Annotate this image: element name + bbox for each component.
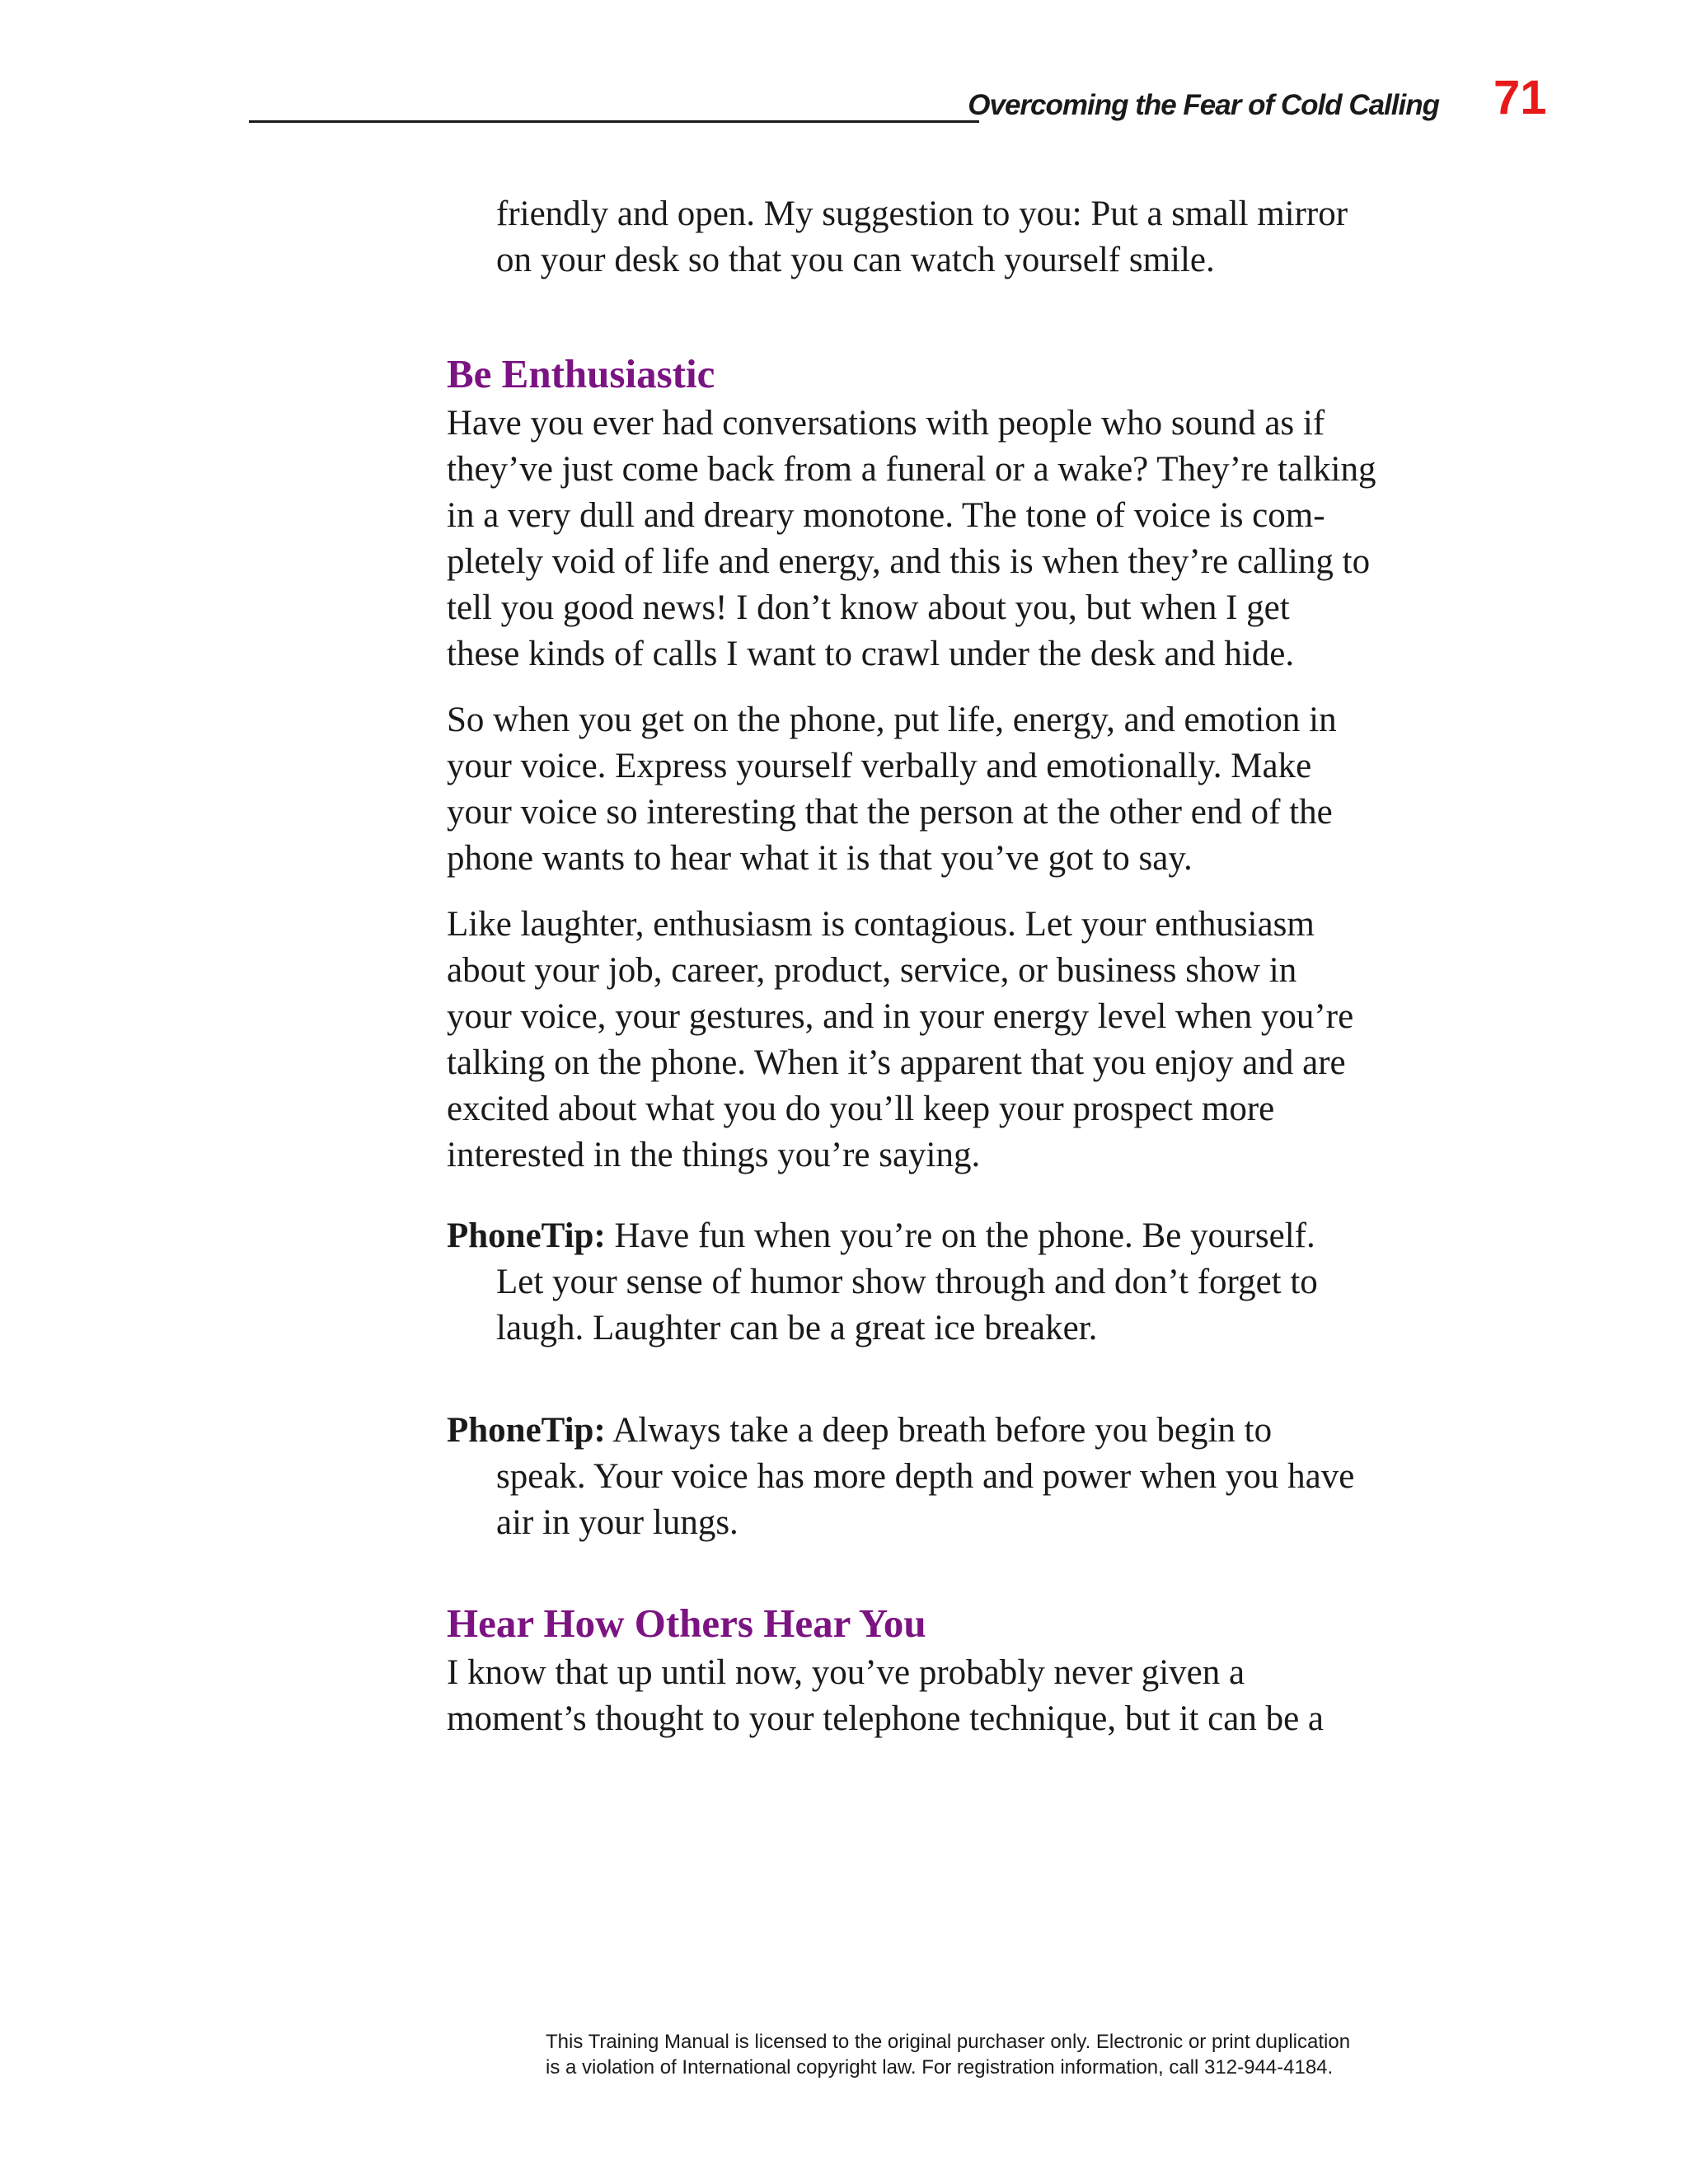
- text-line: friendly and open. My suggestion to you: Put a small mirror: [496, 194, 1348, 233]
- text-line: your voice. Express yourself verbally and emotionally. Make: [447, 747, 1312, 785]
- text-line: [447, 1408, 1452, 1454]
- section-heading-hear-how-others-hear-you: Hear How Others Hear You: [447, 1601, 926, 1646]
- text-line: So when you get on the phone, put life, energy, and emotion in: [447, 701, 1337, 739]
- phone-tip-text: Always take a deep breath before you begin to: [605, 1411, 1273, 1450]
- phone-tip-label: PhoneTip:: [447, 1411, 606, 1450]
- phone-tip: [447, 1213, 1452, 1352]
- text-line: tell you good news! I don’t know about you, but when I get: [447, 588, 1290, 627]
- copyright-footer: [546, 2029, 1452, 2080]
- paragraph: [447, 401, 1452, 677]
- text-line: laugh. Laughter can be a great ice breaker.: [496, 1309, 1098, 1347]
- text-line: your voice so interesting that the person at the other end of the: [447, 793, 1333, 832]
- header-rule: [249, 120, 979, 123]
- footer-line: This Training Manual is licensed to the original purchaser only. Electronic or print duplication: [546, 2031, 1351, 2053]
- running-head: Overcoming the Fear of Cold Calling: [968, 89, 1439, 121]
- text-line: pletely void of life and energy, and this is when they’re calling to: [447, 542, 1371, 581]
- text-line: speak. Your voice has more depth and power when you have: [496, 1457, 1355, 1496]
- page-body: [447, 191, 1452, 1742]
- paragraph: [447, 697, 1452, 882]
- phone-tip: [447, 1408, 1452, 1546]
- section-heading-be-enthusiastic: Be Enthusiastic: [447, 351, 715, 396]
- phone-tip-label: PhoneTip:: [447, 1216, 606, 1255]
- text-line: excited about what you do you’ll keep your prospect more: [447, 1090, 1275, 1128]
- text-line: these kinds of calls I want to crawl under the desk and hide.: [447, 635, 1295, 673]
- text-line: interested in the things you’re saying.: [447, 1136, 981, 1174]
- footer-line: is a violation of International copyright law. For registration information, call 312-944-4184.: [546, 2056, 1334, 2079]
- intro-paragraph: [447, 191, 1452, 284]
- text-line: they’ve just come back from a funeral or a wake? They’re talking: [447, 450, 1376, 489]
- page-number: 71: [1493, 71, 1547, 124]
- text-line: Have you ever had conversations with people who sound as if: [447, 404, 1325, 443]
- paragraph: [447, 902, 1452, 1179]
- phone-tip-text: Have fun when you’re on the phone. Be yourself.: [605, 1216, 1315, 1255]
- text-line: Like laughter, enthusiasm is contagious. Let your enthusiasm: [447, 905, 1315, 944]
- text-line: Let your sense of humor show through and don’t forget to: [496, 1263, 1318, 1301]
- text-line: [447, 1213, 1452, 1259]
- text-line: talking on the phone. When it’s apparent that you enjoy and are: [447, 1043, 1346, 1082]
- text-line: in a very dull and dreary monotone. The tone of voice is com-: [447, 496, 1325, 535]
- text-line: your voice, your gestures, and in your energy level when you’re: [447, 997, 1354, 1036]
- text-line: about your job, career, product, service, or business show in: [447, 951, 1297, 990]
- text-line: on your desk so that you can watch yourself smile.: [496, 241, 1215, 279]
- paragraph: [447, 1650, 1452, 1742]
- text-line: air in your lungs.: [496, 1503, 738, 1542]
- text-line: phone wants to hear what it is that you’ve got to say.: [447, 839, 1193, 878]
- text-line: I know that up until now, you’ve probably never given a: [447, 1653, 1245, 1692]
- text-line: moment’s thought to your telephone technique, but it can be a: [447, 1699, 1324, 1738]
